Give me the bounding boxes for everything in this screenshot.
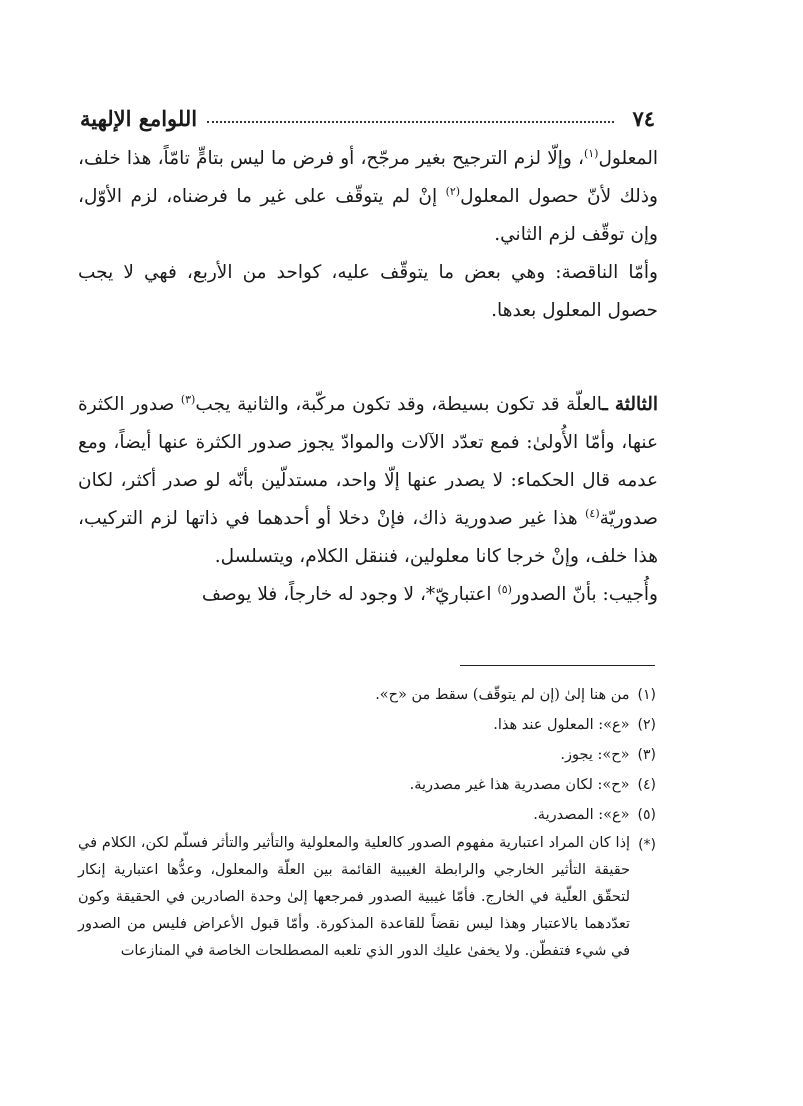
paragraph-4 — [78, 576, 658, 614]
text-run: ، وإلّا لزم الترجيح بغير مرجّح، أو فرض ما ليس بتامٍّ تامّاً، هذا خلف، وذلك لأنّ حصول المعلول — [78, 148, 658, 207]
text-run: هذا غير صدورية ذاك، فإنْ دخلا أو أحدهما في ذاتها لزم التركيب، هذا خلف، وإنْ خرجا كانا معلولين، فننقل الكلام، ويتسلسل. — [78, 508, 658, 567]
footnote-ref-5: (٥) — [497, 582, 512, 596]
section-heading: الثالثة ـ — [602, 394, 658, 415]
footnote-number: (٥) — [637, 807, 656, 823]
footnote-number: (٤) — [637, 777, 656, 793]
running-title: اللوامع الإلهية — [80, 105, 198, 131]
text-run: وأُجيب: بأنّ الصدور — [511, 584, 658, 605]
footnote-separator — [460, 665, 655, 666]
paragraph-1 — [78, 140, 658, 254]
footnote-ref-3: (٣) — [180, 392, 196, 406]
footnote-text: «ع»: المعلول عند هذا. — [493, 717, 630, 733]
running-header — [80, 100, 655, 136]
page-number: ٧٤ — [632, 105, 655, 131]
footnote-item-commentary — [78, 830, 656, 965]
footnote-text: «ح»: لكان مصدرية هذا غير مصدرية. — [409, 777, 630, 793]
text-run: إنْ لم يتوقّف على غير ما فرضناه، لزم الأوّل، وإن توقّف لزم الثاني. — [78, 186, 658, 245]
footnote-text: «ح»: يجوز. — [560, 747, 630, 763]
footnote-number: (٢) — [637, 717, 656, 733]
text-run: العلّة قد تكون بسيطة، وقد تكون مركّبة، والثانية يجب — [195, 394, 603, 415]
text-run: اعتباريّ*، لا وجود له خارجاً، فلا يوصف — [201, 584, 498, 605]
dotted-leader — [207, 121, 614, 123]
footnote-item — [78, 740, 656, 770]
footnote-item — [78, 710, 656, 740]
main-text — [78, 140, 658, 614]
footnote-text: من هنا إلىٰ (إن لم يتوقّف) سقط من «ح». — [375, 687, 630, 703]
footnote-ref-1: (١) — [583, 146, 599, 160]
footnote-item — [78, 800, 656, 830]
footnote-number: (١) — [637, 687, 656, 703]
text-run: المعلول — [598, 148, 658, 169]
footnote-text: إذا كان المراد اعتبارية مفهوم الصدور كالعلية والمعلولية والتأثير والتأثر فسلّم لكن، الكلام في حقيقة التأثير الخارجي والرابطة الغيبية القائمة بين العلّة والمعلول، وعدُّها اعتبارية إنكار لتحقّق العلّية في الخارج. فأمّا غيبية الصدور فمرجعها إلىٰ وحدة الصادرين في الحقيقة وكون تعدّدهما بالاعتبار وهذا ليس نقضاً للقاعدة المذكورة. وأمّا قبول الأعراض فليس من الصدور في شيء فتفطّن. ولا يخفىٰ عليك الدور الذي تلعبه المصطلحات الخاصة في المنازعات — [78, 835, 631, 959]
footnote-number: (*) — [638, 837, 656, 853]
footnotes — [78, 680, 656, 965]
footnote-text: «ع»: المصدرية. — [533, 807, 630, 823]
footnote-number: (٣) — [637, 747, 656, 763]
paragraph-3 — [78, 386, 658, 576]
footnote-ref-2: (٢) — [445, 184, 461, 198]
footnote-item — [78, 770, 656, 800]
footnote-ref-4: (٤) — [585, 506, 600, 520]
paragraph-spacer — [78, 330, 658, 386]
text-run: صدور الكثرة عنها، وأمّا الأُولىٰ: فمع تعدّد الآلات والموادّ يجوز صدور الكثرة عنها أيضاً، ومع عدمه قال الحكماء: لا يصدر عنها إلّا واحد، مستدلّين بأنّه لو صدر أكثر، لكان صدوريّة — [78, 394, 658, 529]
footnote-item — [78, 680, 656, 710]
paragraph-2: وأمّا الناقصة: وهي بعض ما يتوقّف عليه، كواحد من الأربع، فهي لا يجب حصول المعلول بعدها. — [78, 262, 658, 321]
